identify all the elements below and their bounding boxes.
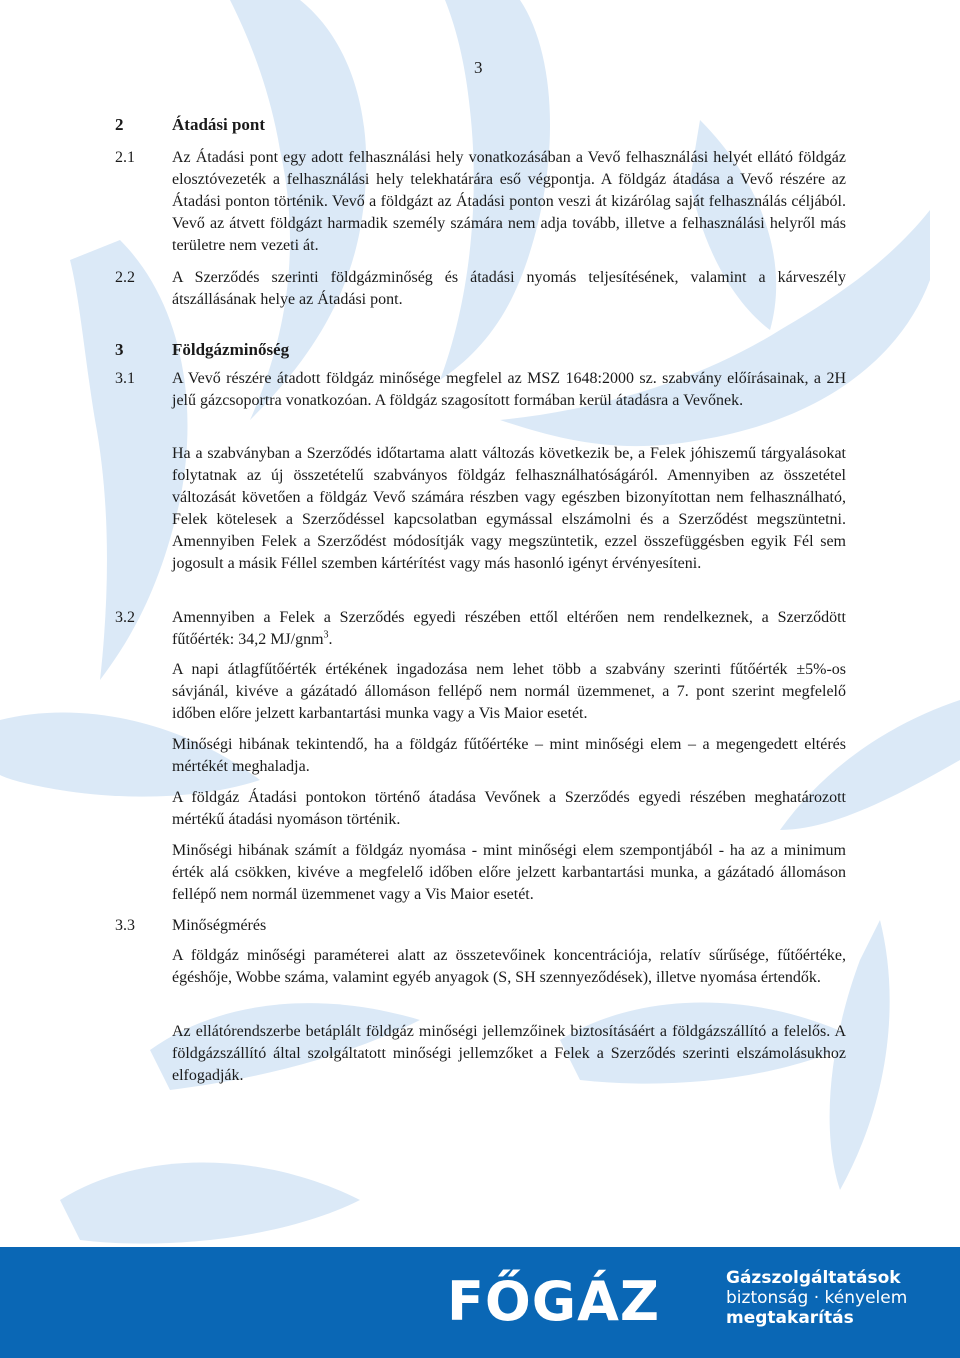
clause-3-1-paragraph-2: Ha a szabványban a Szerződés időtartama alatt változás következik be, a Felek jóhiszemű tárgyalásokat folytatnak az új összetételű szabványos földgáz felhasználhatóságáról. Amennyiben az összetétel változását követően a földgáz Vevő számára részben vagy egészben bizonyítottan nem felhasználható, Felek kötelesek a Szerződéssel kapcsolatban egymással elszámolni és a Szerződést megszüntetni. Amennyiben Felek a Szerződést módosítják vagy megszüntetik, ezzel összefüggésben egyik Fél sem jogosult a másik Féllel szemben kártérítést vagy más hasonló igényt érvényesíteni.	[172, 445, 846, 572]
superscript: 3	[323, 629, 329, 641]
fogaz-logo: FŐGÁZ	[447, 1270, 661, 1333]
slogan-line-1: Gázszolgáltatások	[726, 1268, 901, 1288]
section-number: 2	[115, 115, 124, 134]
slogan-line-2: biztonság · kényelem	[726, 1288, 908, 1308]
section-title: Földgázminőség	[172, 340, 290, 359]
clause-2-1: Az Átadási pont egy adott felhasználási hely vonatkozásában a Vevő felhasználási helyét ellátó földgáz elosztóvezeték a felhasználási hely telekhatárára eső végpontja. A földgáz átadása a Vevő részére az Átadási ponton történik. Vevő a földgázt az Átadási ponton veszi át kizárólag saját felhasználás céljából. Vevő az átvett földgázt harmadik személy számára nem adja tovább, illetve a felhasználási helyről más területre nem vezeti át.	[172, 149, 846, 254]
section-number: 3	[115, 340, 124, 359]
section-title: Átadási pont	[172, 115, 266, 134]
clause-3-1: A Vevő részére átadott földgáz minősége megfelel az MSZ 1648:2000 sz. szabvány előírásainak, a 2H jelű gázcsoportra vonatkozóan. A földgáz szagosított formában kerül átadásra a Vevőnek.	[172, 370, 846, 409]
clause-3-2-end: .	[328, 631, 333, 648]
section-2-heading	[115, 115, 265, 135]
clause-number: 3.3	[115, 917, 135, 934]
clause-3-3-paragraph-2: Az ellátórendszerbe betáplált földgáz minőségi jellemzőinek biztosításáért a földgázszállító a felelős. A földgázszállító által szolgáltatott minőségi jellemzőket a Felek a Szerződés szerinti elszámolásukhoz elfogadják.	[172, 1023, 846, 1084]
clause-2-2: A Szerződés szerinti földgázminőség és átadási nyomás teljesítésének, valamint a kárveszély átszállásának helye az Átadási pont.	[172, 269, 846, 308]
clause-3-2	[172, 607, 846, 651]
clause-number: 3.2	[115, 609, 135, 626]
page-number: 3	[474, 58, 483, 77]
clause-3-3-paragraph-1: A földgáz minőségi paraméterei alatt az összetevőinek koncentrációja, relatív sűrűsége, fűtőértéke, égéshője, Wobbe száma, valamint egyéb anyagok (S, SH szennyeződések), illetve nyomása értendők.	[172, 947, 846, 986]
clause-number: 3.1	[115, 370, 135, 387]
clause-3-2-text: Amennyiben a Felek a Szerződés egyedi részében ettől eltérően nem rendelkeznek, a Szerződött fűtőérték: 34,2 MJ/gnm	[172, 609, 846, 648]
footer-slogan	[726, 1268, 946, 1328]
clause-number: 2.1	[115, 149, 135, 166]
slogan-line-3: megtakarítás	[726, 1308, 854, 1328]
section-3-heading	[115, 340, 289, 360]
clause-3-2-paragraph-3: Minőségi hibának tekintendő, ha a földgáz fűtőértéke – mint minőségi elem – a megengedett eltérés mértékét meghaladja.	[172, 736, 846, 775]
clause-3-2-paragraph-5: Minőségi hibának számít a földgáz nyomása - mint minőségi elem szempontjából - ha az a minimum érték alá csökken, kivéve a megfelelő időben előre jelzett karbantartási munka, a gázátadó állomáson fellépő nem normál üzemmenet vagy a Vis Maior esetét.	[172, 842, 846, 903]
clause-number: 2.2	[115, 269, 135, 286]
clause-3-2-paragraph-4: A földgáz Átadási pontokon történő átadása Vevőnek a Szerződés egyedi részében meghatározott mértékű átadási nyomáson történik.	[172, 789, 846, 828]
clause-3-2-paragraph-2: A napi átlagfűtőérték értékének ingadozása nem lehet több a szabvány szerinti fűtőérték ±5%-os sávjánál, kivéve a gázátadó állomáson fellépő nem normál üzemmenet, a 7. pont szerint megfelelő időben előre jelzett karbantartási munka vagy a Vis Maior esetét.	[172, 661, 846, 722]
clause-3-3-title: Minőségmérés	[172, 917, 267, 934]
